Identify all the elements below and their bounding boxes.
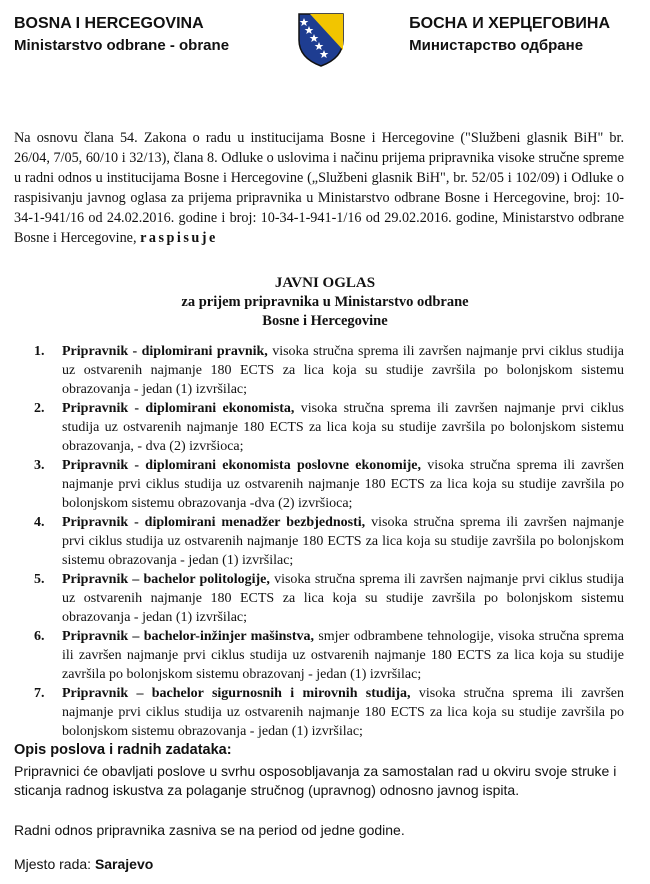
list-item-text: visoka stručna sprema ili završen najmanje prvi ciklus studija uz ostvarenih najmanje 180 ECTS za lica koja su studije završila po bolonjskom sistemu obrazovanja - jedan (1) izvršilac; bbox=[62, 515, 625, 568]
header-left-subtitle: Ministarstvo odbrane - obrane bbox=[14, 37, 230, 54]
list-item-text: visoka stručna sprema ili završen najmanje prvi ciklus studija uz ostvarenih najmanje 180 ECTS za lica koja su studije završila po bolonjskom sistemu obrazovanja, - dva (2) izvršioca; bbox=[62, 401, 624, 454]
list-item-number: 4. bbox=[34, 515, 45, 530]
list-item-title: Pripravnik - diplomirani ekonomista, bbox=[62, 401, 295, 416]
list-item-title: Pripravnik - diplomirani menadžer bezbjednosti, bbox=[62, 515, 366, 530]
list-item-title: Pripravnik - diplomirani pravnik, bbox=[62, 344, 268, 359]
list-item bbox=[34, 684, 624, 741]
list-item bbox=[34, 342, 624, 399]
intro-verb: raspisuje bbox=[140, 230, 218, 246]
list-item bbox=[34, 570, 624, 627]
list-item-number: 2. bbox=[34, 401, 45, 416]
list-item-text: visoka stručna sprema ili završen najmanje prvi ciklus studija uz ostvarenih najmanje 180 ECTS za lica koja su studije završila po bolonjskom sistemu obrazovanja - jedan (1) izvršilac; bbox=[62, 572, 624, 625]
list-item-title: Pripravnik – bachelor-inžinjer mašinstva, bbox=[62, 629, 315, 644]
title-line-2: za prijem pripravnika u Ministarstvo odbrane bbox=[181, 294, 469, 310]
intro-text: Na osnovu člana 54. Zakona o radu u institucijama Bosne i Hercegovine ("Službeni glasnik BiH" br. 26/04, 7/05, 60/10 i 32/13), člana 8. Odluke o uslovima i načinu prijema pripravnika visoke stručne spreme u radni odnos u institucijama Bosne i Hercegovine („Službeni glasnik BiH", br. 52/05 i 102/09) i Odluke o raspisivanju javnog oglasa za prijema pripravnika u Ministarstvo odbrane Bosne i Hercegovine, broj: 10-34-1-941/16 od 24.02.2016. godine i broj: 10-34-1-941-1/16 od 29.02.2016. godine, Ministarstvo odbrane Bosne i Hercegovine, bbox=[14, 130, 624, 246]
header-right-title: БОСНА И ХЕРЦЕГОВИНА bbox=[409, 15, 610, 32]
list-item-text: visoka stručna sprema ili završen najmanje prvi ciklus studija uz ostvarenih najmanje 180 ECTS za lica koja su studije završila po bolonjskom sistemu obrazovanja -dva (2) izvršioca; bbox=[62, 458, 625, 511]
positions-list bbox=[34, 342, 624, 741]
employment-text: Radni odnos pripravnika zasniva se na period od jedne godine. bbox=[14, 822, 405, 838]
list-item-title: Pripravnik - diplomirani ekonomista poslovne ekonomije, bbox=[62, 458, 422, 473]
list-item-number: 7. bbox=[34, 686, 45, 701]
work-location bbox=[14, 856, 153, 872]
work-location-value: Sarajevo bbox=[94, 856, 154, 872]
list-item bbox=[34, 399, 624, 456]
title-line-1: JAVNI OGLAS bbox=[274, 275, 376, 291]
announcement-title bbox=[0, 274, 650, 331]
list-item-number: 6. bbox=[34, 629, 45, 644]
list-item-text: visoka stručna sprema ili završen najmanje prvi ciklus studija uz ostvarenih najmanje 180 ECTS za lica koja su studije završila po bolonjskom sistemu obrazovanja - jedan (1) izvršilac; bbox=[62, 344, 624, 397]
list-item bbox=[34, 627, 624, 684]
list-item-title: Pripravnik – bachelor politologije, bbox=[62, 572, 270, 587]
list-item-number: 1. bbox=[34, 344, 45, 359]
list-item bbox=[34, 513, 624, 570]
header-left bbox=[14, 14, 229, 55]
work-location-label: Mjesto rada: bbox=[14, 856, 92, 872]
header-right bbox=[409, 14, 610, 55]
title-line-3: Bosne i Hercegovine bbox=[262, 313, 388, 329]
bih-coat-of-arms-icon bbox=[296, 10, 346, 68]
header-left-title: BOSNA I HERCEGOVINA bbox=[14, 15, 204, 32]
list-item-text: smjer odbrambene tehnologije, visoka stručna sprema ili završen najmanje prvi ciklus studija uz ostvarenih najmanje 180 ECTS za lica koja su studije završila po bolonjskom sistemu obrazovanj - jedan (1) izvršilac; bbox=[62, 629, 624, 682]
intro-paragraph bbox=[14, 128, 624, 248]
duties-heading: Opis poslova i radnih zadataka: bbox=[14, 742, 232, 758]
duties-text: Pripravnici će obavljati poslove u svrhu osposobljavanja za samostalan rad u okviru svoje struke i sticanja radnog iskustva za polaganje stručnog (upravnog) odnosno javnog ispita. bbox=[14, 763, 617, 798]
list-item-number: 5. bbox=[34, 572, 45, 587]
list-item bbox=[34, 456, 624, 513]
list-item-title: Pripravnik – bachelor sigurnosnih i mirovnih studija, bbox=[62, 686, 411, 701]
list-item-number: 3. bbox=[34, 458, 45, 473]
list-item-text: visoka stručna sprema ili završen najmanje prvi ciklus studija uz ostvarenih najmanje 180 ECTS za lica koja su studije završila po bolonjskom sistemu obrazovanja - jedan (1) izvršilac; bbox=[62, 686, 624, 739]
header-right-subtitle: Министарство одбране bbox=[409, 37, 584, 54]
